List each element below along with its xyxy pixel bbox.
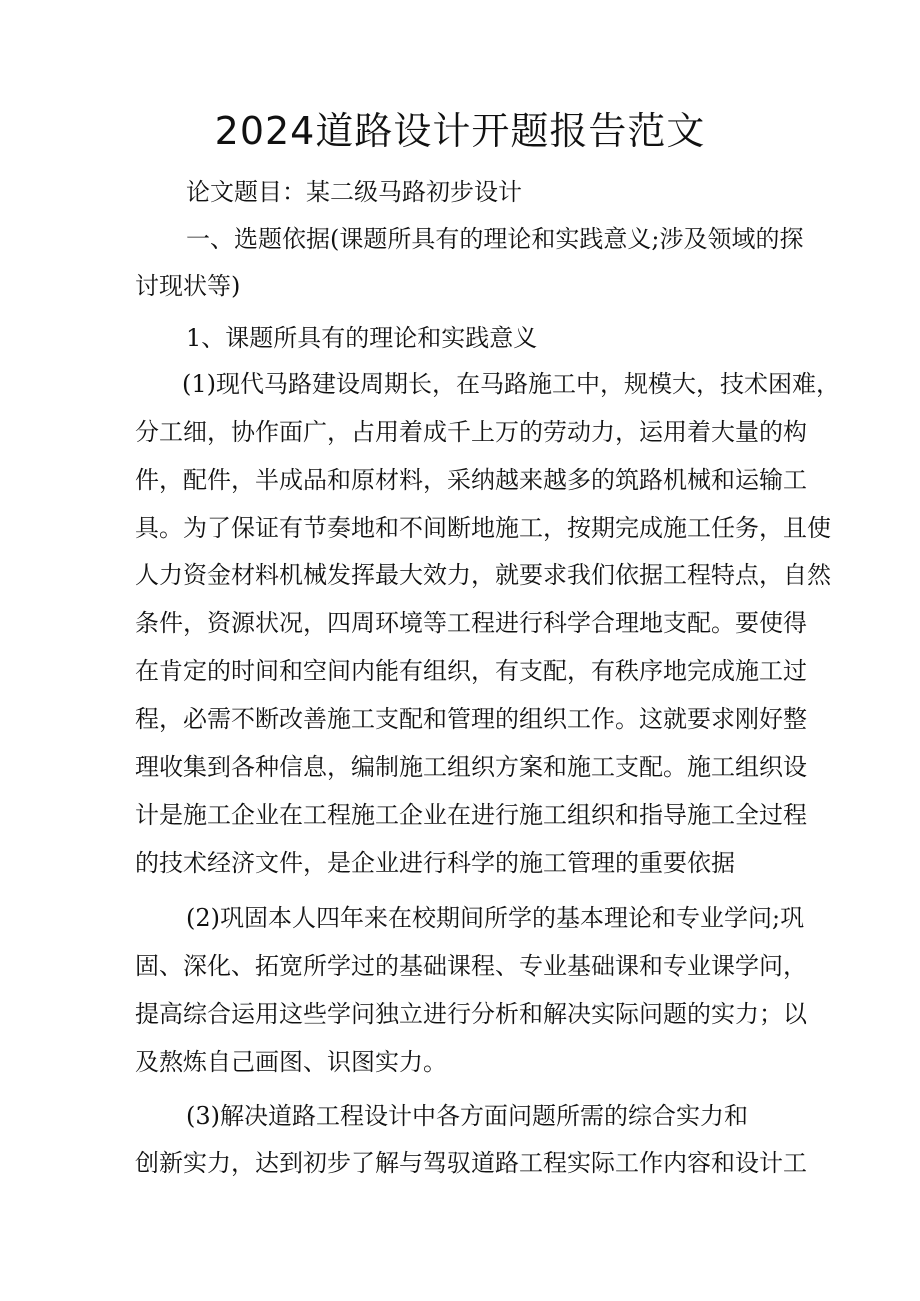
section-heading-line: 讨现状等) [135,272,241,300]
subsection-heading-line: 1、课题所具有的理论和实践意义 [186,324,538,352]
paragraph-line: 的技术经济文件，是企业进行科学的施工管理的重要依据 [135,849,735,877]
paragraph-line: (3)解决道路工程设计中各方面问题所需的综合实力和 [186,1102,748,1130]
paragraph-line: (1)现代马路建设周期长，在马路施工中，规模大，技术困难， [182,370,840,398]
paragraph-line: 及熬炼自己画图、识图实力。 [135,1048,447,1076]
paragraph-line: 件，配件，半成品和原材料，采纳越来越多的筑路机械和运输工 [135,466,807,494]
paragraph-line: 分工细，协作面广，占用着成千上万的劳动力，运用着大量的构 [135,418,807,446]
paragraph-line: 程，必需不断改善施工支配和管理的组织工作。这就要求刚好整 [135,705,807,733]
paragraph-line: 创新实力，达到初步了解与驾驭道路工程实际工作内容和设计工 [135,1149,807,1177]
thesis-topic-line: 论文题目：某二级马路初步设计 [186,178,522,206]
paragraph-line: 条件，资源状况，四周环境等工程进行科学合理地支配。要使得 [135,609,807,637]
paragraph-line: 人力资金材料机械发挥最大效力，就要求我们依据工程特点，自然 [135,561,831,589]
paragraph-line: 具。为了保证有节奏地和不间断地施工，按期完成施工任务，且使 [135,514,831,542]
document-title: 2024道路设计开题报告范文 [214,109,706,153]
paragraph-line: 提高综合运用这些学问独立进行分析和解决实际问题的实力；以 [135,1000,807,1028]
section-heading-line: 一、选题依据(课题所具有的理论和实践意义;涉及领域的探 [186,225,804,253]
paragraph-line: (2)巩固本人四年来在校期间所学的基本理论和专业学问;巩 [186,904,805,932]
paragraph-line: 固、深化、拓宽所学过的基础课程、专业基础课和专业课学问， [135,952,807,980]
paragraph-line: 计是施工企业在工程施工企业在进行施工组织和指导施工全过程 [135,801,807,829]
paragraph-line: 在肯定的时间和空间内能有组织，有支配，有秩序地完成施工过 [135,657,807,685]
paragraph-line: 理收集到各种信息，编制施工组织方案和施工支配。施工组织设 [135,753,807,781]
